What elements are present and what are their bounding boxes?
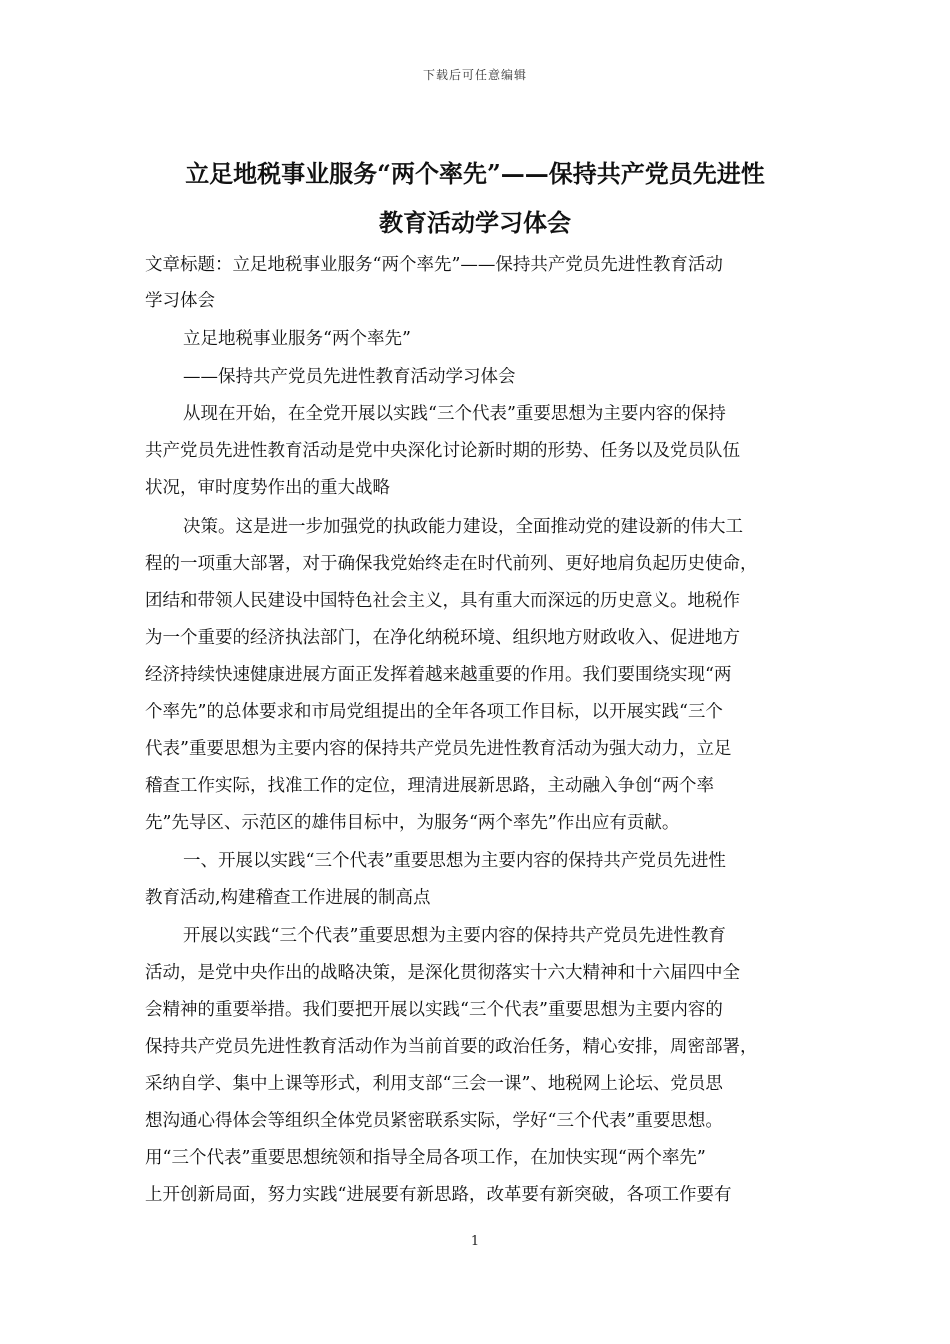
text-line: 经济持续快速健康进展方面正发挥着越来越重要的作用。我们要围绕实现“两 xyxy=(145,665,732,685)
text-line: 文章标题：立足地税事业服务“两个率先”——保持共产党员先进性教育活动 xyxy=(145,255,723,275)
text-line: 想沟通心得体会等组织全体党员紧密联系实际，学好“三个代表”重要思想。 xyxy=(145,1111,723,1131)
text-line: 先”先导区、示范区的雄伟目标中，为服务“两个率先”作出应有贡献。 xyxy=(145,813,680,833)
text-line: 教育活动,构建稽查工作进展的制高点 xyxy=(145,888,431,908)
text-line: 团结和带领人民建设中国特色社会主义，具有重大而深远的历史意义。地税作 xyxy=(145,591,740,611)
text-line: 一、开展以实践“三个代表”重要思想为主要内容的保持共产党员先进性 xyxy=(183,851,726,871)
text-line: 共产党员先进性教育活动是党中央深化讨论新时期的形势、任务以及党员队伍 xyxy=(145,441,740,461)
text-line: 活动，是党中央作出的战略决策，是深化贯彻落实十六大精神和十六届四中全 xyxy=(145,963,740,983)
text-line: 代表”重要思想为主要内容的保持共产党员先进性教育活动为强大动力，立足 xyxy=(145,739,732,759)
text-line: 状况，审时度势作出的重大战略 xyxy=(145,478,390,498)
text-line: 稽查工作实际，找准工作的定位，理清进展新思路，主动融入争创“两个率 xyxy=(145,776,714,796)
text-line: 用“三个代表”重要思想统领和指导全局各项工作，在加快实现“两个率先” xyxy=(145,1148,706,1168)
text-line: 上开创新局面，努力实践“进展要有新思路，改革要有新突破，各项工作要有 xyxy=(145,1185,732,1205)
page-number: 1 xyxy=(470,1234,480,1249)
text-line: 采纳自学、集中上课等形式，利用支部“三会一课”、地税网上论坛、党员思 xyxy=(145,1074,723,1094)
text-line: 为一个重要的经济执法部门，在净化纳税环境、组织地方财政收入、促进地方 xyxy=(145,628,740,648)
text-line: 保持共产党员先进性教育活动作为当前首要的政治任务，精心安排，周密部署， xyxy=(145,1037,758,1057)
text-line: 开展以实践“三个代表”重要思想为主要内容的保持共产党员先进性教育 xyxy=(183,926,726,946)
text-line: 个率先”的总体要求和市局党组提出的全年各项工作目标，以开展实践“三个 xyxy=(145,702,723,722)
text-line: 决策。这是进一步加强党的执政能力建设，全面推动党的建设新的伟大工 xyxy=(183,517,743,537)
text-line: ——保持共产党员先进性教育活动学习体会 xyxy=(183,367,516,387)
text-line: 立足地税事业服务“两个率先” xyxy=(183,329,411,349)
document-title-line-1: 立足地税事业服务“两个率先”——保持共产党员先进性 xyxy=(185,159,765,188)
text-line: 学习体会 xyxy=(145,291,215,311)
header-note: 下载后可任意编辑 xyxy=(422,68,527,82)
document-title-line-2: 教育活动学习体会 xyxy=(379,208,571,237)
text-line: 会精神的重要举措。我们要把开展以实践“三个代表”重要思想为主要内容的 xyxy=(145,1000,723,1020)
text-line: 程的一项重大部署，对于确保我党始终走在时代前列、更好地肩负起历史使命， xyxy=(145,554,758,574)
text-line: 从现在开始，在全党开展以实践“三个代表”重要思想为主要内容的保持 xyxy=(183,404,726,424)
